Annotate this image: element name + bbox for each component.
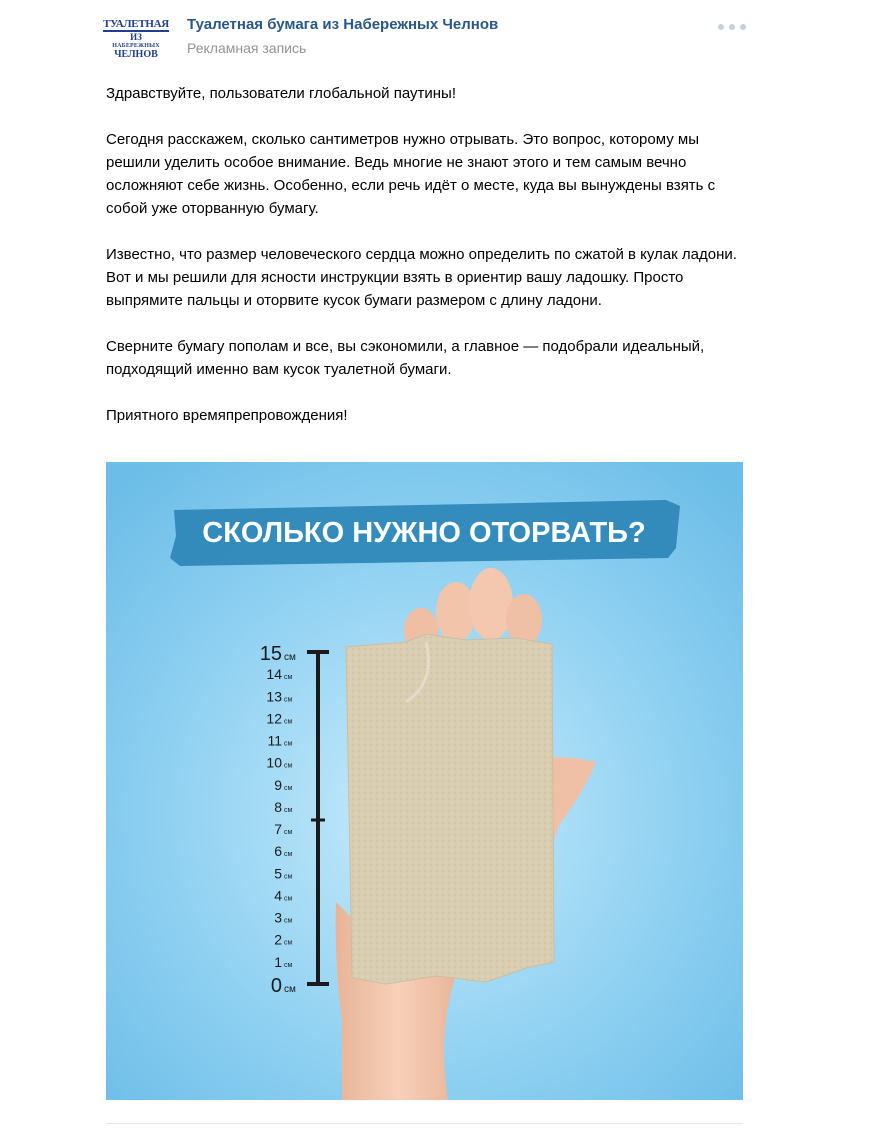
ruler-unit: см [284, 851, 293, 859]
post-type-label: Рекламная запись [187, 40, 307, 56]
post-image[interactable] [106, 462, 743, 1100]
dot [718, 24, 724, 30]
toilet-paper-sheet [346, 634, 554, 984]
avatar[interactable] [103, 14, 169, 64]
post-paragraph: Известно, что размер человеческого сердца можно определить по сжатой в кулак ладони. Вот и мы решили для ясности инструкции взять в ориентир вашу ладошку. Просто выпрямите пальцы и оторвите кусок бумаги размером с длину ладони. [106, 246, 737, 309]
ruler-unit: см [284, 806, 293, 814]
ruler-unit: см [284, 652, 296, 663]
avatar-line: НАБЕРЕЖНЫХ [112, 42, 160, 49]
ruler-unit: см [284, 829, 293, 837]
ruler-unit: см [284, 784, 293, 792]
ruler-unit: см [284, 873, 293, 881]
ruler-label: 15 [259, 643, 282, 665]
post-paragraph: Сегодня расскажем, сколько сантиметров нужно отрывать. Это вопрос, которому мы решили уделить особое внимание. Ведь многие не знают этого и тем самым вечно осложняют себе жизнь. Особенно, если речь идёт о месте, куда вы вынуждены взять с собой уже оторванную бумагу. [106, 131, 716, 217]
post-paragraph: Приятного времяпрепровождения! [106, 407, 348, 424]
ruler-unit: см [284, 674, 293, 682]
ruler-unit: см [284, 696, 293, 704]
ruler-unit: см [284, 984, 296, 995]
ruler-label: 10 [266, 754, 282, 771]
ruler-label: 14 [266, 666, 282, 683]
ruler-label: 4 [274, 887, 282, 904]
ruler-label: 7 [274, 821, 282, 838]
ruler-label: 0 [270, 975, 282, 997]
headline-text: СКОЛЬКО НУЖНО ОТОРВАТЬ? [202, 517, 646, 549]
ruler-unit: см [284, 762, 293, 770]
post-paragraph: Здравствуйте, пользователи глобальной паутины! [106, 85, 456, 102]
post-divider [106, 1123, 743, 1124]
author-name-link[interactable]: Туалетная бумага из Набережных Челнов [187, 16, 499, 33]
post-text [106, 82, 756, 450]
avatar-line: ИЗ [130, 31, 142, 42]
ruler-unit: см [284, 718, 293, 726]
ruler-label: 2 [274, 931, 282, 948]
ruler-label: 5 [274, 865, 282, 882]
post-paragraph: Сверните бумагу пополам и все, вы сэкономили, а главное — подобрали идеальный, подходящий именно вам кусок туалетной бумаги. [106, 338, 705, 378]
ruler-unit: см [284, 740, 293, 748]
ruler-label: 3 [274, 909, 282, 926]
ruler-unit: см [284, 961, 293, 969]
ruler-label: 6 [274, 843, 282, 860]
more-options-icon[interactable] [718, 20, 746, 34]
ruler-label: 12 [266, 710, 282, 727]
poster-graphic [106, 462, 743, 1100]
ruler-unit: см [284, 939, 293, 947]
avatar-line: ЧЕЛНОВ [114, 48, 158, 60]
ruler-unit: см [284, 917, 293, 925]
ruler-label: 9 [274, 776, 282, 793]
ruler-label: 13 [266, 688, 282, 705]
ruler-label: 11 [267, 732, 282, 749]
ruler-label: 8 [274, 798, 282, 815]
ruler-label: 1 [274, 953, 282, 970]
ruler-unit: см [284, 895, 293, 903]
avatar-line: ТУАЛЕТНАЯ [103, 17, 169, 30]
dot [729, 24, 735, 30]
dot [740, 24, 746, 30]
